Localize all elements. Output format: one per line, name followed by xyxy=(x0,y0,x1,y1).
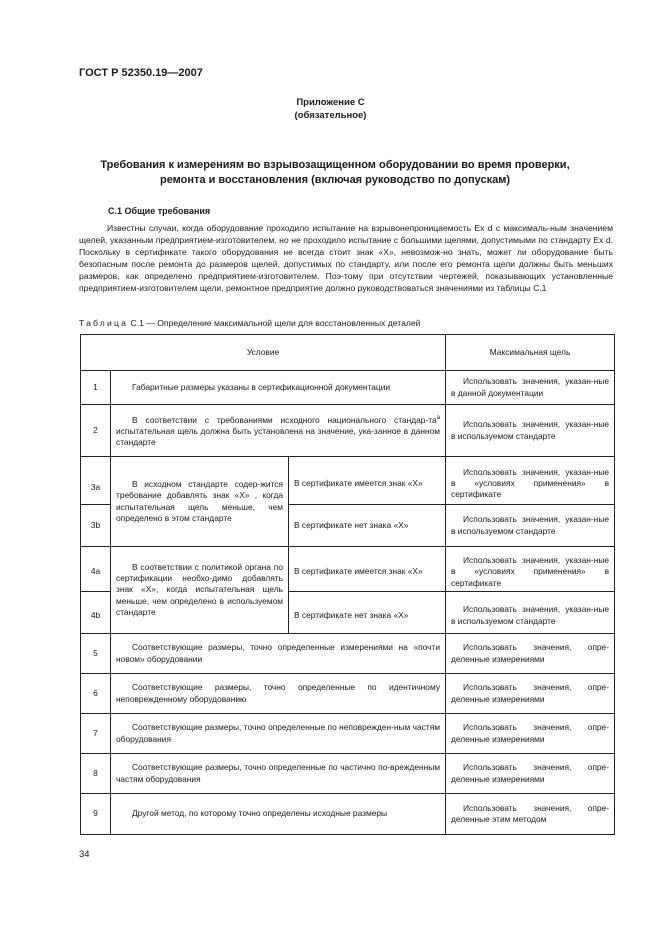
row-max-gap: Использовать значения, опре-деленные измерениями xyxy=(446,634,615,674)
row-max-gap: Использовать значения, указан-ные в «условиях применения» в сертификате xyxy=(446,457,615,505)
main-title-line-1: Требования к измерениям во взрывозащищенном оборудовании во время проверки, xyxy=(100,159,570,171)
section-heading: С.1 Общие требования xyxy=(108,206,211,216)
table-caption-prefix: Таблица xyxy=(79,318,129,328)
row-condition xyxy=(111,405,446,457)
annex-title: Приложение С xyxy=(296,97,365,108)
row-number: 4a xyxy=(81,547,111,592)
table-row xyxy=(81,371,615,405)
row-condition: В исходном стандарте содер-жится требование добавлять знак «Х» , когда испытательная щель меньше, чем определено в этом стандарте xyxy=(111,457,289,547)
main-title xyxy=(95,158,575,187)
page-number: 34 xyxy=(79,849,90,860)
annex-status: (обязательное) xyxy=(294,110,367,121)
row-max-gap: Использовать значения, указан-ные в используемом стандарте xyxy=(446,405,615,457)
annex-heading xyxy=(0,96,661,122)
table-row xyxy=(81,674,615,714)
table-row xyxy=(81,794,615,835)
row-condition: Соответствующие размеры, точно определенные по идентичному неповрежденному оборудованию xyxy=(111,674,446,714)
row-number: 1 xyxy=(81,371,111,405)
row-number: 3a xyxy=(81,457,111,505)
row-condition: Габаритные размеры указаны в сертификационной документации xyxy=(111,371,446,405)
row-sub-condition: В сертификате нет знака «Х» xyxy=(289,505,446,547)
row-max-gap: Использовать значения, указан-ные в данной документации xyxy=(446,371,615,405)
row-condition-part-2: испытательная щель должна быть установлена на значение, ука-занное в данном стандарте xyxy=(116,425,441,447)
table-row xyxy=(81,457,615,505)
row-number: 7 xyxy=(81,714,111,754)
section-paragraph: Известны случаи, когда оборудование проходило испытание на взрывонепроницаемость Ex d с максималь-ным значением щелей, указанным предприятием-изготовителем, но не проходило испытание с большими щелями, допустимыми по стандарту Ex d. Поскольку в сертификате такого оборудования не всегда стоит знак «Х», невозмож-но знать, может ли оборудование быть безопасным после ремонта до размеров щелей, допустимых по стандарту, или после его ремонта щели должны быть меньших размеров, как определено предприятием-изготовителем. Поэ-тому при отсутствии чертежей, показывающих установленные предприятием-изготовителем щели, ремонтное предприятие должно руководствоваться значениями из таблицы С.1 xyxy=(79,223,613,294)
row-condition-part-1: В соответствии с требованиями исходного национального стандар-та xyxy=(132,414,437,425)
row-max-gap: Использовать значения, указан-ные в используемом стандарте xyxy=(446,505,615,547)
row-number: 3b xyxy=(81,505,111,547)
row-max-gap: Использовать значения, опре-деленные измерениями xyxy=(446,714,615,754)
row-number: 5 xyxy=(81,634,111,674)
table-caption-text: С.1 — Определение максимальной щели для восстановленных деталей xyxy=(130,318,421,328)
row-number: 8 xyxy=(81,754,111,794)
row-condition: Другой метод, по которому точно определены исходные размеры xyxy=(111,794,446,835)
table-caption xyxy=(79,318,420,328)
header-max-gap: Максимальная щель xyxy=(446,335,615,371)
row-number: 9 xyxy=(81,794,111,835)
row-max-gap: Использовать значения, опре-деленные этим методом xyxy=(446,794,615,835)
row-condition: Соответствующие размеры, точно определенные измерениями на «почти новом» оборудовании xyxy=(111,634,446,674)
document-number: ГОСТ Р 52350.19—2007 xyxy=(79,67,203,79)
row-number: 2 xyxy=(81,405,111,457)
row-max-gap: Использовать значения, указан-ные в используемом стандарте xyxy=(446,592,615,634)
table-header-row xyxy=(81,335,615,371)
row-condition: Соответствующие размеры, точно определенные по неповрежден-ным частям оборудования xyxy=(111,714,446,754)
table-row xyxy=(81,754,615,794)
table-row xyxy=(81,405,615,457)
header-condition: Условие xyxy=(81,335,446,371)
requirements-table xyxy=(80,334,615,835)
table-row xyxy=(81,547,615,592)
table-row xyxy=(81,714,615,754)
row-max-gap: Использовать значения, указан-ные в «условиях применения» в сертификате xyxy=(446,547,615,592)
footnote-marker: a xyxy=(436,414,441,421)
row-sub-condition: В сертификате имеется знак «Х» xyxy=(289,457,446,505)
main-title-line-2: ремонта и восстановления (включая руководство по допускам) xyxy=(159,173,511,186)
table-row xyxy=(81,634,615,674)
row-condition: Соответствующие размеры, точно определенные по частично по-врежденным частям оборудования xyxy=(111,754,446,794)
row-sub-condition: В сертификате нет знака «Х» xyxy=(289,592,446,634)
row-max-gap: Использовать значения, опре-деленные измерениями xyxy=(446,674,615,714)
row-max-gap: Использовать значения, опре-деленные измерениями xyxy=(446,754,615,794)
row-number: 4b xyxy=(81,592,111,634)
row-condition: В соответствии с политикой органа по сертификации необхо-димо добавлять знак «Х», когда испытательная щель меньше, чем определено в используемом стандарте xyxy=(111,547,289,634)
row-sub-condition: В сертификате имеется знак «Х» xyxy=(289,547,446,592)
row-number: 6 xyxy=(81,674,111,714)
